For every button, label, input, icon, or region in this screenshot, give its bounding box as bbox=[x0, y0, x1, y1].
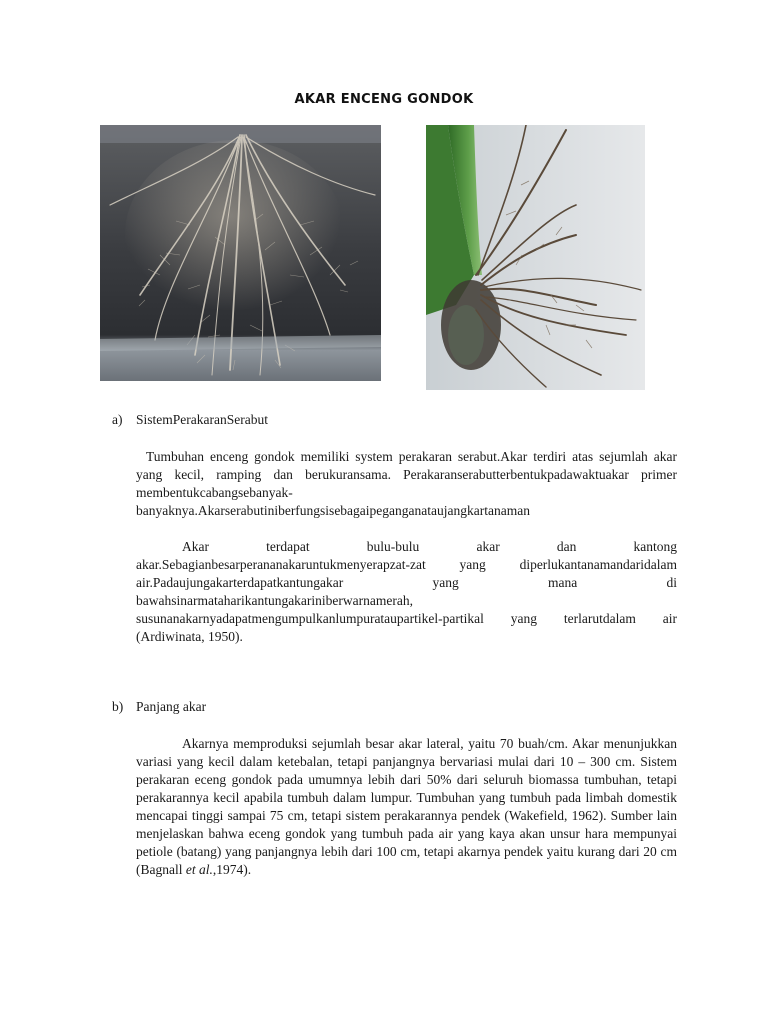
section-b-paragraph-1: Akarnya memproduksi sejumlah besar akar lateral, yaitu 70 buah/cm. Akar menunjukkan variasi yang kecil dalam ketebalan, tetapi panjangnya bervariasi mulai dari 10 – 300 cm. Sistem perakaran eceng gondok pada umumnya lebih dari 50% dari seluruh biomassa tumbuhan, tetapi perakarannya kecil apabila tumbuh dalam lumpur. Tumbuhan yang tumbuh pada limbah domestik mencapai tinggi sampai 75 cm, tetapi sistem perakarannya pendek (Wakefield, 1962). Sumber lain menjelaskan bahwa eceng gondok yang tumbuh pada air yang kaya akan unsur hara mempunyai petiole (batang) yang panjangnya lebih dari 100 cm, tetapi akarnya pendek yaitu kurang dari 20 cm (Bagnall et al.,1974). bbox=[136, 736, 677, 877]
section-b-heading-text: Panjang akar bbox=[136, 699, 207, 714]
section-b-heading bbox=[112, 698, 206, 716]
section-a-marker: a) bbox=[112, 412, 123, 427]
root-mass-photo bbox=[100, 125, 381, 381]
section-a-heading bbox=[112, 411, 268, 429]
section-a-paragraph-1: Tumbuhan enceng gondok memiliki system perakaran serabut.Akar terdiri atas sejumlah akar yang kecil, ramping dan berukuransama. Perakaranserabutterbentukpadawaktuakar primer membentukcabangsebanyak-banyaknya.Akarserabutiniberfungsisebagaipeganganataujangkartanaman bbox=[136, 449, 677, 518]
section-a-heading-text: SistemPerakaranSerabut bbox=[136, 412, 268, 427]
section-b-marker: b) bbox=[112, 699, 124, 714]
document-title: AKAR ENCENG GONDOK bbox=[294, 92, 474, 107]
citation-et-al: et al. bbox=[185, 862, 213, 877]
plant-stem-roots-photo bbox=[426, 125, 645, 390]
section-a-paragraph-2: Akar terdapat bulu-bulu akar dan kantong akar.Sebagianbesarperananakaruntukmenyerapzat-zat yang diperlukantanamandaridalam air.Padaujungakarterdapatkantungakar yang mana di bawahsinarmataharikantungakariniberwarnamerah, susunanakarnyadapatmengumpulkanlumpurataupartikel-partikal yang terlarutdalam air (Ardiwinata, 1950). bbox=[136, 539, 677, 644]
